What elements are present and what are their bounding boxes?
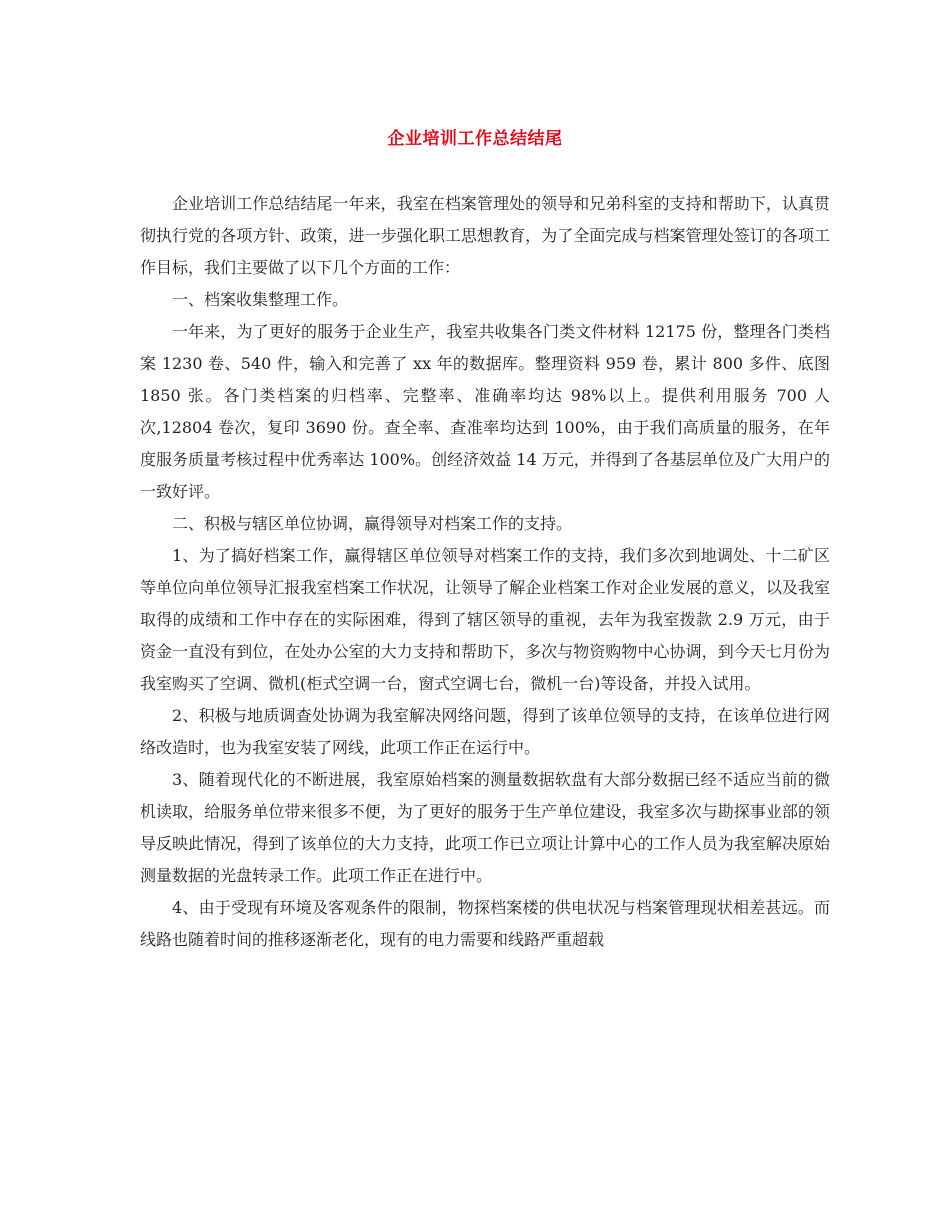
paragraph-archive-collection: 一年来，为了更好的服务于企业生产，我室共收集各门类文件材料 12175 份，整理各门类档案 1230 卷、540 件，输入和完善了 xx 年的数据库。整理资料 959 卷，累计 800 多件、底图 1850 张。各门类档案的归档率、完整率、准确率均达 98%以上。提供利用服务 700 人次,12804 卷次，复印 3690 份。查全率、查准率均达到 100%，由于我们高质量的服务，在年度服务质量考核过程中优秀率达 100%。创经济效益 14 万元，并得到了各基层单位及广大用户的一致好评。	[140, 322, 830, 501]
paragraph-item-2: 2、积极与地质调查处协调为我室解决网络问题，得到了该单位领导的支持，在该单位进行网络改造时，也为我室安装了网线，此项工作正在运行中。	[140, 706, 830, 757]
paragraph-item-4: 4、由于受现有环境及客观条件的限制，物探档案楼的供电状况与档案管理现状相差甚远。而线路也随着时间的推移逐渐老化，现有的电力需要和线路严重超载	[140, 898, 830, 949]
paragraph-item-1: 1、为了搞好档案工作，赢得辖区单位领导对档案工作的支持，我们多次到地调处、十二矿区等单位向单位领导汇报我室档案工作状况，让领导了解企业档案工作对企业发展的意义，以及我室取得的成绩和工作中存在的实际困难，得到了辖区领导的重视，去年为我室拨款 2.9 万元，由于资金一直没有到位，在处办公室的大力支持和帮助下，多次与物资购物中心协调，到今天七月份为我室购买了空调、微机(柜式空调一台，窗式空调七台，微机一台)等设备，并投入试用。	[140, 546, 830, 693]
paragraph-item-3: 3、随着现代化的不断进展，我室原始档案的测量数据软盘有大部分数据已经不适应当前的微机读取，给服务单位带来很多不便，为了更好的服务于生产单位建设，我室多次与勘探事业部的领导反映此情况，得到了该单位的大力支持，此项工作已立项让计算中心的工作人员为我室解决原始测量数据的光盘转录工作。此项工作正在进行中。	[140, 770, 830, 885]
paragraph-intro: 企业培训工作总结结尾一年来，我室在档案管理处的领导和兄弟科室的支持和帮助下，认真贯彻执行党的各项方针、政策，进一步强化职工思想教育，为了全面完成与档案管理处签订的各项工作目标，我们主要做了以下几个方面的工作：	[140, 194, 830, 277]
section-heading-2: 二、积极与辖区单位协调，赢得领导对档案工作的支持。	[172, 514, 573, 533]
document-body	[140, 188, 830, 956]
section-heading-1: 一、档案收集整理工作。	[172, 290, 349, 309]
document-title: 企业培训工作总结结尾	[387, 129, 563, 149]
